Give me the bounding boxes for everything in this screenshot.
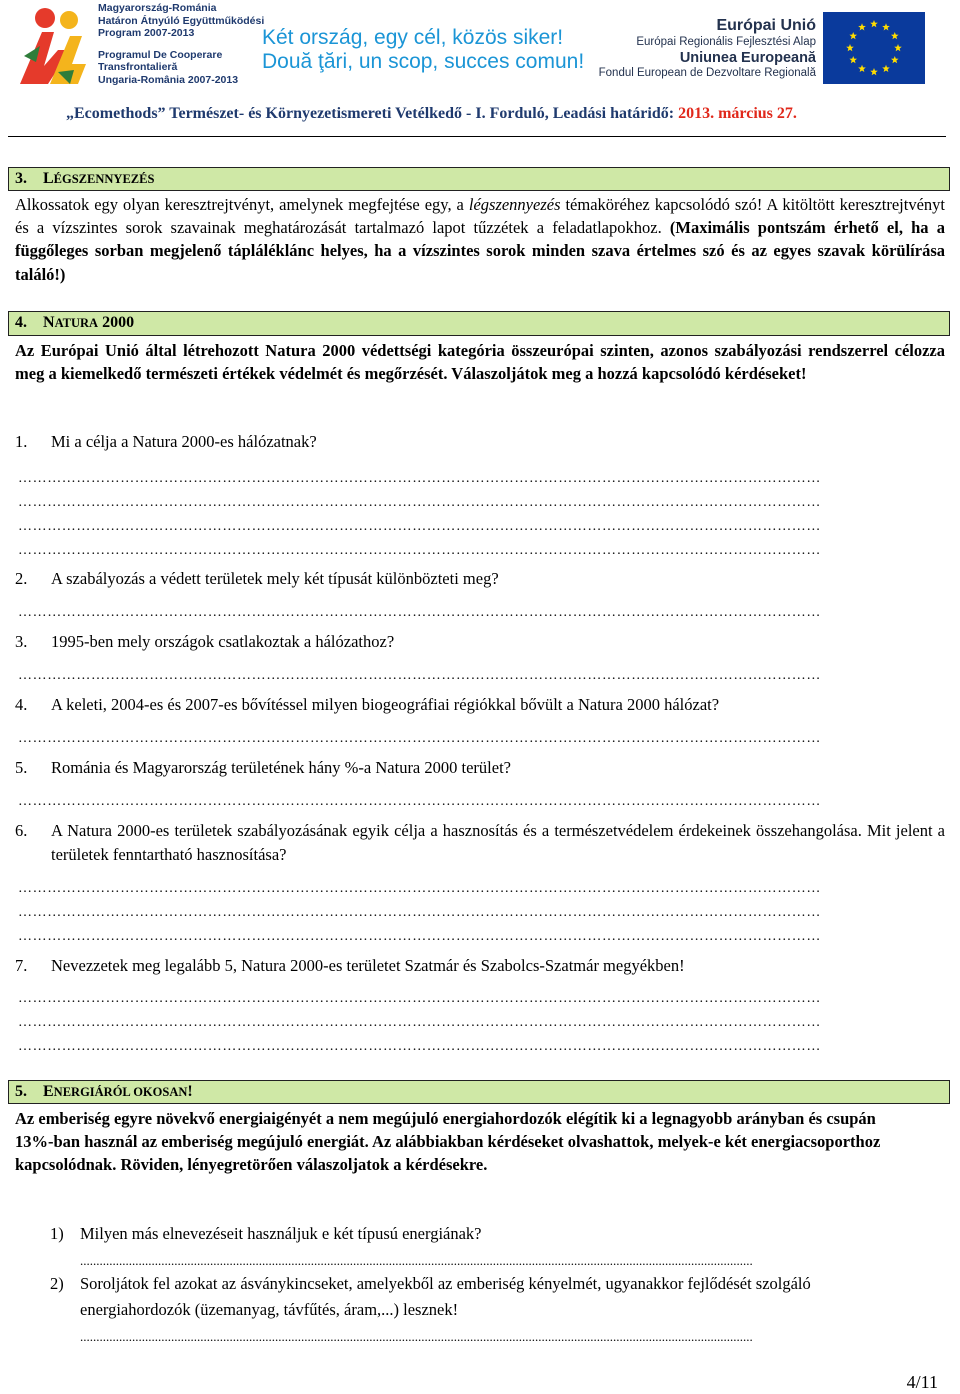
slogan-ro: Două ţări, un scop, succes comun!	[262, 50, 585, 73]
program-logo-icon	[14, 6, 94, 88]
answer-line[interactable]: …………………………………………………………………………………………………………………………………………………	[18, 732, 821, 746]
section-5-number: 5.	[15, 1083, 27, 1100]
deadline-date: 2013. március 27.	[678, 105, 797, 122]
slogan	[262, 26, 584, 74]
answer-line[interactable]: …………………………………………………………………………………………………………………………………………………	[18, 930, 821, 944]
question-number: 6.	[15, 821, 28, 840]
question-number: 5.	[15, 758, 28, 777]
section-4-title: ATURA	[54, 316, 99, 330]
question-number: 1.	[15, 432, 28, 451]
question-number: 2)	[50, 1274, 64, 1293]
section-3-heading	[8, 167, 950, 191]
question-text: A keleti, 2004-es és 2007-es bővítéssel milyen biogeográfiai régiókkal bővült a Natura 2000 hálózat?	[51, 695, 720, 714]
answer-line[interactable]: …………………………………………………………………………………………………………………………………………………	[18, 606, 821, 620]
page-number: 4/11	[906, 1372, 938, 1392]
section-4-initial: N	[43, 314, 55, 331]
section-3-intro-a: Alkossatok egy olyan keresztrejtvényt, amelynek megfejtése egy, a	[15, 195, 469, 214]
question-number: 2.	[15, 569, 28, 588]
section-4-heading	[8, 311, 950, 336]
eu-title-ro: Uniunea Europeană	[679, 50, 816, 66]
question-text: Milyen más elnevezéseit használjuk e két típusú energiának?	[80, 1224, 482, 1243]
section-4-year: 2000	[98, 314, 135, 331]
question-text: Románia és Magyarország területének hány %-a Natura 2000 terület?	[51, 758, 511, 777]
answer-line[interactable]: …………………………………………………………………………………………………………………………………………………	[18, 472, 821, 486]
section-5-title-b: OKOSAN	[133, 1085, 188, 1099]
contest-title	[66, 105, 797, 123]
question-text: A szabályozás a védett területek mely két típusát különbözteti meg?	[51, 569, 499, 588]
slogan-hu: Két ország, egy cél, közös siker!	[262, 26, 564, 49]
answer-line[interactable]: …………………………………………………………………………………………………………………………………………………	[18, 795, 821, 809]
eu-funding-text	[599, 16, 816, 81]
question-number: 4.	[15, 695, 28, 714]
question-number: 1)	[50, 1224, 64, 1243]
section-3-number: 3.	[15, 170, 27, 187]
answer-line[interactable]: …………………………………………………………………………………………………………………………………………………	[18, 992, 821, 1006]
question-text: Mi a célja a Natura 2000-es hálózatnak?	[51, 432, 317, 451]
question-text: 1995-ben mely országok csatlakoztak a hálózathoz?	[51, 632, 395, 651]
section-3-intro-italic: légszennyezés	[468, 195, 561, 214]
program-line-6: Ungaria-România 2007-2013	[98, 73, 239, 86]
section-5-title-a: NERGIÁRÓL	[53, 1085, 134, 1099]
program-line-4: Programul De Cooperare	[98, 48, 223, 61]
contest-text: „Ecomethods” Természet- és Környezetismereti Vetélkedő - I. Forduló, Leadási határidő:	[66, 105, 679, 122]
section-3-initial: L	[43, 170, 54, 187]
answer-line[interactable]: …………………………………………………………………………………………………………………………………………………	[18, 496, 821, 510]
program-line-1: Magyarország-Románia	[98, 2, 217, 14]
section-5-intro: Az emberiség egyre növekvő energiaigényét a nem megújuló energiahordozók elégítik ki a legnagyobb arányban és csupán 13%-ban használ az emberiség megújuló energiát. Az alábbiakban kérdéseket olvashattok, melyek-e két energiacsoporthoz kapcsolódnak. Röviden, lényegretörően válaszoljatok a kérdésekre.	[15, 1109, 881, 1175]
answer-line[interactable]: …………………………………………………………………………………………………………………………………………………	[18, 1040, 821, 1054]
section-3-title: ÉGSZENNYEZÉS	[53, 172, 155, 186]
section-3-intro-b: témaköréhez kapcsolódó szó! A kitöltött keresztrejtvényt és a vízszintes sorok szavainak meghatározását tartalmazó lapot tűzzétek a feladatlapokhoz.	[15, 195, 946, 238]
question-number: 7.	[15, 956, 28, 975]
answer-line[interactable]: …………………………………………………………………………………………………………………………………………………	[18, 520, 821, 534]
program-line-3: Program 2007-2013	[98, 27, 195, 40]
section-5-title-end: !	[187, 1083, 193, 1100]
section-4-number: 4.	[15, 314, 27, 331]
answer-line[interactable]: …………………………………………………………………………………………………………………………………………………	[18, 906, 821, 920]
section-3-intro	[15, 193, 945, 286]
answer-line[interactable]: ...............................................................................................................................................................................................................	[80, 1330, 753, 1343]
section-5-heading	[8, 1080, 950, 1104]
answer-line[interactable]: …………………………………………………………………………………………………………………………………………………	[18, 1016, 821, 1030]
section-4-intro: Az Európai Unió által létrehozott Natura 2000 védettségi kategória összeurópai szinten, azonos szabályozási rendszerrel célozza meg a kiemelkedő természeti értékek védelmét és megőrzését. Válaszoljátok meg a hozzá kapcsolódó kérdéseket!	[15, 341, 945, 384]
program-name	[98, 2, 265, 87]
answer-line[interactable]: …………………………………………………………………………………………………………………………………………………	[18, 882, 821, 896]
question-number: 3.	[15, 632, 28, 651]
program-line-2: Határon Átnyúló Együttműködési	[98, 14, 265, 27]
answer-line[interactable]: …………………………………………………………………………………………………………………………………………………	[18, 669, 821, 683]
eu-fund-ro: Fondul European de Dezvoltare Regională	[598, 67, 816, 79]
answer-line[interactable]: …………………………………………………………………………………………………………………………………………………	[18, 544, 821, 558]
question-text: Soroljátok fel azokat az ásványkincseket, amelyekből az emberiség kényelmét, ugyanakkor fejlődését szolgáló energiahordozók (üzemanyag, távfűtés, áram,...) lesznek!	[80, 1274, 811, 1319]
question-text: A Natura 2000-es területek szabályozásának egyik célja a hasznosítás és a természetvédelem érdekeinek összehangolása. Mit jelent a területek fenntartható hasznosítása?	[51, 821, 945, 864]
program-line-5: Transfrontalieră	[98, 61, 178, 74]
question-text: Nevezzetek meg legalább 5, Natura 2000-es területet Szatmár és Szabolcs-Szatmár megyékben!	[51, 956, 685, 975]
eu-flag-icon	[823, 12, 925, 84]
section-3-scoring-note: (Maximális pontszám érhető el, ha a függőleges sorban megjelenő tápláléklánc helyes, ha a vízszintes sorok minden szava értelmes szó és az egyes szavak körülírása találó!)	[15, 218, 945, 284]
answer-line[interactable]: ...............................................................................................................................................................................................................	[80, 1254, 753, 1267]
page-header	[0, 0, 960, 100]
section-5-initial: E	[43, 1083, 54, 1100]
header-divider	[8, 136, 946, 137]
eu-fund-hu: Európai Regionális Fejlesztési Alap	[636, 36, 816, 48]
eu-title-hu: Európai Unió	[716, 17, 816, 34]
